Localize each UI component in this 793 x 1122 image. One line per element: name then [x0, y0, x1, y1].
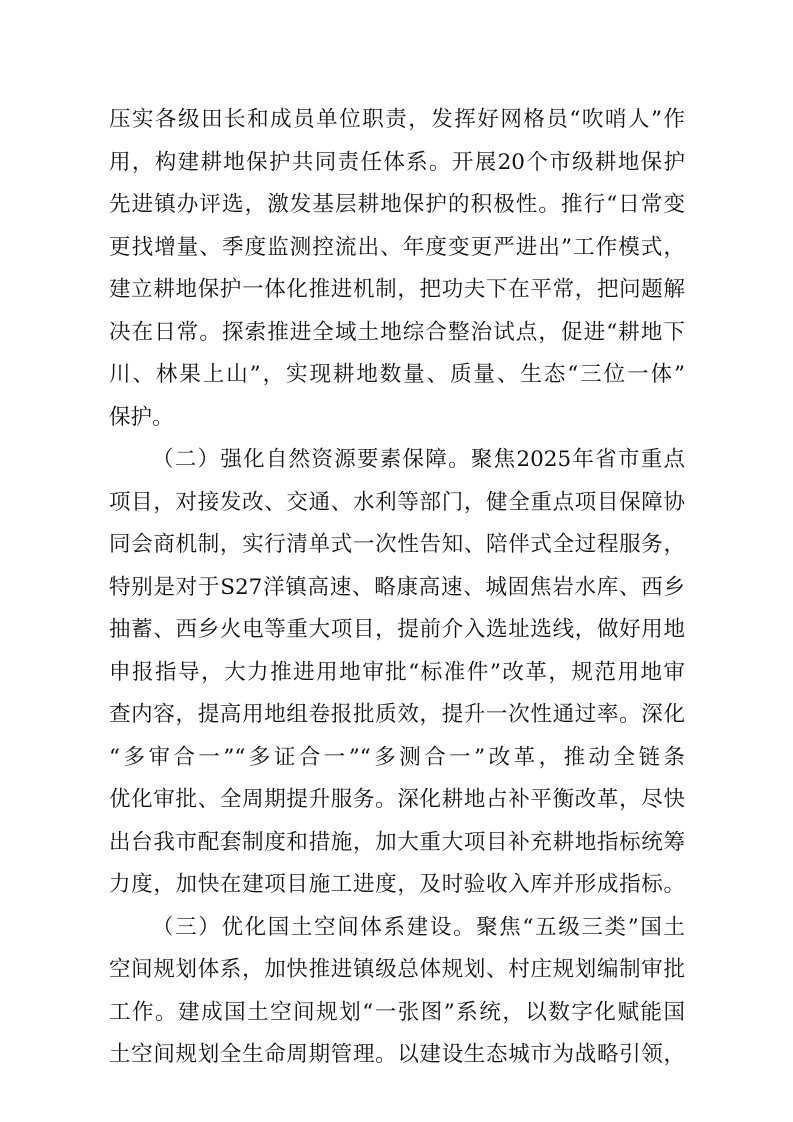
text-line: 先进镇办评选，激发基层耕地保护的积极性。推行“日常变	[109, 192, 685, 217]
text-line: 空间规划体系，加快推进镇级总体规划、村庄规划编制审批	[109, 957, 685, 982]
section-heading-line: （三）优化国土空间体系建设。聚焦“五级三类”国土	[152, 914, 685, 940]
text-line: 用，构建耕地保护共同责任体系。开展20个市级耕地保护	[109, 149, 685, 175]
text-line: 特别是对于S27洋镇高速、略康高速、城固焦岩水库、西乡	[109, 574, 685, 600]
text-line: 工作。建成国土空间规划“一张图”系统，以数字化赋能国	[109, 999, 685, 1025]
text-line: 抽蓄、西乡火电等重大项目，提前介入选址选线，做好用地	[109, 617, 685, 642]
text-line: 优化审批、全周期提升服务。深化耕地占补平衡改革，尽快	[109, 787, 685, 812]
text-line: 力度，加快在建项目施工进度，及时验收入库并形成指标。	[109, 872, 685, 897]
text-line: 更找增量、季度监测控流出、年度变更严进出”工作模式，	[109, 234, 685, 260]
text-line: 决在日常。探索推进全域土地综合整治试点，促进“耕地下	[109, 319, 685, 345]
text-line: 项目，对接发改、交通、水利等部门，健全重点项目保障协	[109, 489, 685, 515]
text-line: 保护。	[109, 404, 174, 430]
text-line: 建立耕地保护一体化推进机制，把功夫下在平常，把问题解	[109, 277, 685, 302]
text-line: 查内容，提高用地组卷报批质效，提升一次性通过率。深化	[109, 702, 685, 727]
text-line: 压实各级田长和成员单位职责，发挥好网格员“吹哨人”作	[109, 107, 685, 132]
text-line: “多审合一”“多证合一”“多测合一”改革，推动全链条	[109, 744, 685, 770]
text-line: 申报指导，大力推进用地审批“标准件”改革，规范用地审	[109, 659, 685, 685]
section-heading-line: （二）强化自然资源要素保障。聚焦2025年省市重点	[152, 447, 685, 472]
text-line: 同会商机制，实行清单式一次性告知、陪伴式全过程服务，	[109, 532, 685, 557]
text-line: 川、林果上山”，实现耕地数量、质量、生态“三位一体”	[109, 362, 685, 387]
text-line: 出台我市配套制度和措施，加大重大项目补充耕地指标统筹	[109, 829, 685, 855]
text-line: 土空间规划全生命周期管理。以建设生态城市为战略引领，	[109, 1042, 685, 1067]
